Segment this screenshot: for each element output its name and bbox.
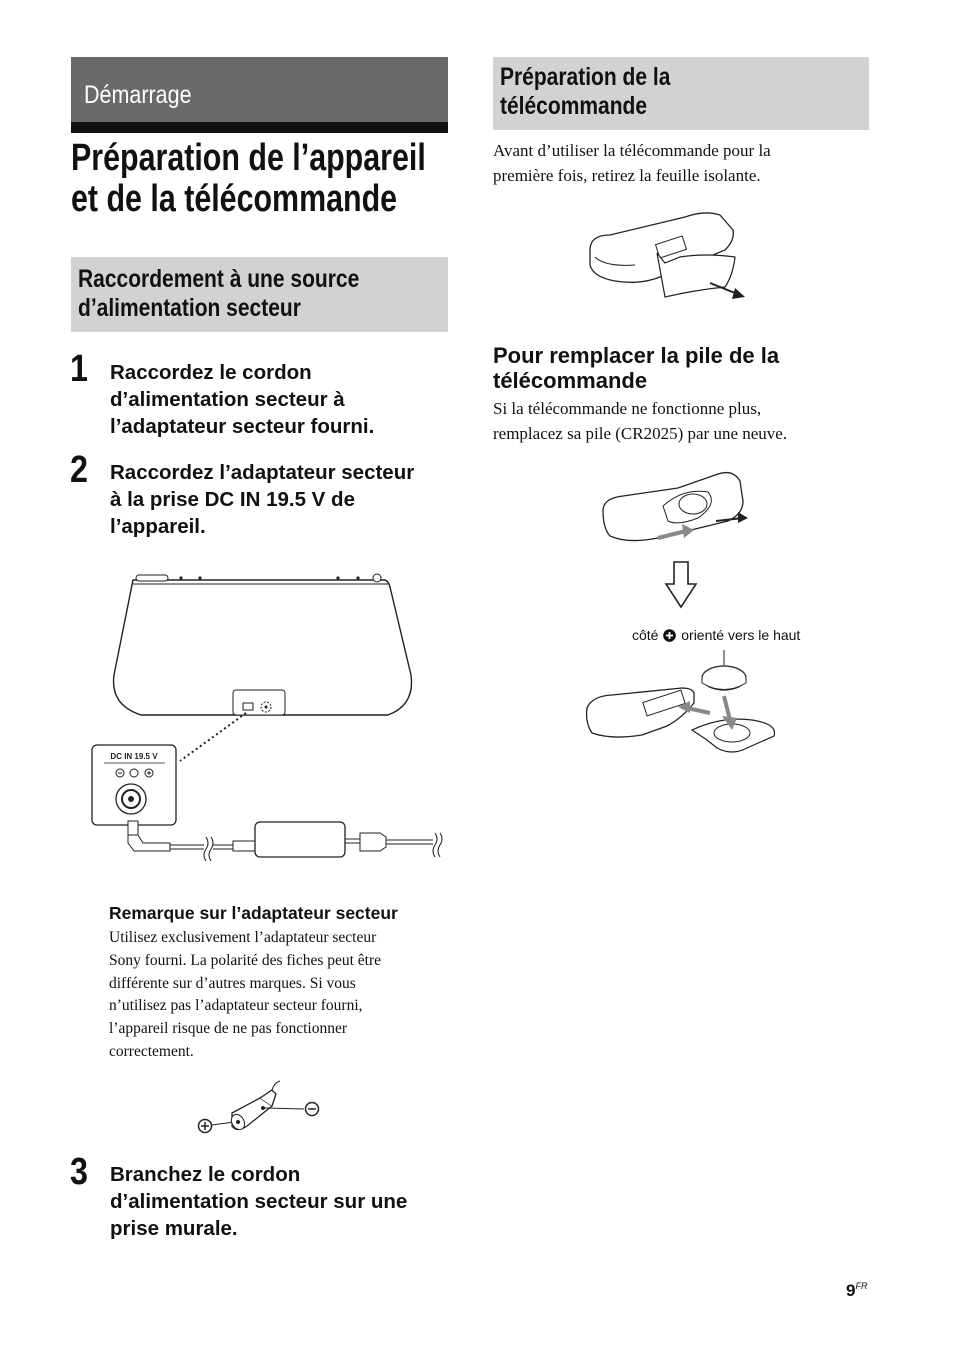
- battery-removal-illustration: [598, 466, 763, 546]
- step-2-number: 2: [70, 449, 88, 491]
- plus-circle-icon: [663, 629, 676, 642]
- page-title-line-2: et de la télécommande: [71, 178, 398, 220]
- step-1-number: 1: [70, 348, 88, 390]
- cable-break-icon: [433, 833, 437, 857]
- jack-label: DC IN 19.5 V: [110, 752, 158, 761]
- page-title-line-1: Préparation de l’appareil: [71, 137, 426, 179]
- polarity-plug-illustration: [192, 1078, 327, 1138]
- remote-heading-line-1: Préparation de la: [500, 63, 671, 91]
- power-heading-line-2: d’alimentation secteur: [78, 294, 301, 322]
- note-line: n’utilisez pas l’adaptateur secteur fourni,: [109, 997, 363, 1015]
- step-2-line: Raccordez l’adaptateur secteur: [110, 461, 415, 484]
- push-arrow: [687, 708, 710, 713]
- rear-panel: [233, 690, 285, 715]
- pull-arrow-head-icon: [732, 288, 745, 299]
- step-3-line: d’alimentation secteur sur une: [110, 1190, 408, 1213]
- note-line: Sony fourni. La polarité des fiches peut être: [109, 951, 382, 969]
- coin-battery: [679, 494, 707, 514]
- replace-heading-line-1: Pour remplacer la pile de la: [493, 343, 780, 368]
- pull-arrow-head-icon: [738, 512, 748, 523]
- page-title: [71, 137, 426, 220]
- power-section-heading: [71, 257, 448, 332]
- minus-leader: [265, 1108, 304, 1109]
- ac-adapter: [255, 822, 345, 857]
- cable-break-icon: [204, 837, 208, 861]
- step-2-text: [110, 459, 455, 540]
- plug-cable: [272, 1081, 280, 1090]
- note-title: Remarque sur l’adaptateur secteur: [109, 903, 398, 923]
- step-2-line: l’appareil.: [110, 515, 206, 538]
- note-line: Utilisez exclusivement l’adaptateur secteur: [109, 929, 377, 946]
- note-line: correctement.: [109, 1042, 194, 1060]
- remote-intro-line: première fois, retirez la feuille isolante.: [493, 166, 761, 185]
- step-2-line: à la prise DC IN 19.5 V de: [110, 488, 355, 511]
- dc-jack-pin-icon: [128, 796, 134, 802]
- cable-break-icon: [209, 837, 213, 861]
- step-3-number: 3: [70, 1151, 88, 1193]
- power-heading-line-1: Raccordement à une source: [78, 265, 360, 293]
- dc-plug-body: [128, 835, 170, 851]
- note-body: [109, 927, 449, 1064]
- caption-text: côté: [632, 627, 659, 643]
- down-arrow-icon: [664, 560, 698, 610]
- remote-section-heading: [493, 57, 869, 130]
- step-1-text: [110, 359, 455, 440]
- caption-text: orienté vers le haut: [681, 627, 801, 643]
- coin-battery-side: [702, 678, 746, 690]
- plug-contact: [261, 1106, 265, 1110]
- speaker-connection-illustration: [88, 565, 453, 865]
- replace-battery-heading: [493, 343, 873, 393]
- replace-line: Si la télécommande ne fonctionne plus,: [493, 399, 762, 418]
- plug-pin: [236, 1120, 240, 1124]
- battery-insertion-illustration: [582, 648, 782, 763]
- speaker-button-icon: [198, 576, 201, 579]
- speaker-button-icon: [136, 575, 168, 581]
- page-number-value: 9: [846, 1281, 856, 1300]
- speaker-button-icon: [179, 576, 182, 579]
- battery-orientation-caption: [632, 627, 800, 643]
- page-number-suffix: FR: [855, 1281, 868, 1291]
- strain-relief: [233, 841, 255, 851]
- banner-rule: [71, 122, 448, 133]
- replace-line: remplacez sa pile (CR2025) par une neuve.: [493, 424, 788, 443]
- cable-break-icon: [438, 833, 442, 857]
- remote-sheet-illustration: [585, 205, 755, 305]
- speaker-button-icon: [336, 576, 339, 579]
- section-banner: [71, 57, 448, 122]
- step-1-line: d’alimentation secteur à: [110, 388, 345, 411]
- remote-intro: [493, 138, 873, 188]
- speaker-button-icon: [356, 576, 359, 579]
- replace-heading-line-2: télécommande: [493, 368, 648, 393]
- page-number: [846, 1281, 867, 1301]
- step-1-line: Raccordez le cordon: [110, 361, 312, 384]
- plus-leader: [212, 1122, 234, 1125]
- dc-in-port-pin-icon: [265, 706, 268, 709]
- step-3-line: Branchez le cordon: [110, 1163, 301, 1186]
- remote-heading-line-2: télécommande: [500, 92, 648, 120]
- note-line: l’appareil risque de ne pas fonctionner: [109, 1020, 348, 1038]
- ac-cord-connector: [360, 833, 386, 851]
- remote-intro-line: Avant d’utiliser la télécommande pour la: [493, 141, 771, 160]
- step-3-line: prise murale.: [110, 1217, 238, 1240]
- step-3-text: [110, 1161, 455, 1242]
- step-1-line: l’adaptateur secteur fourni.: [110, 415, 375, 438]
- section-label: Démarrage: [84, 81, 192, 109]
- note-line: différente sur d’autres marques. Si vous: [109, 974, 356, 992]
- callout-leader: [180, 713, 246, 761]
- replace-battery-text: [493, 396, 873, 446]
- speaker-power-icon: [373, 574, 381, 582]
